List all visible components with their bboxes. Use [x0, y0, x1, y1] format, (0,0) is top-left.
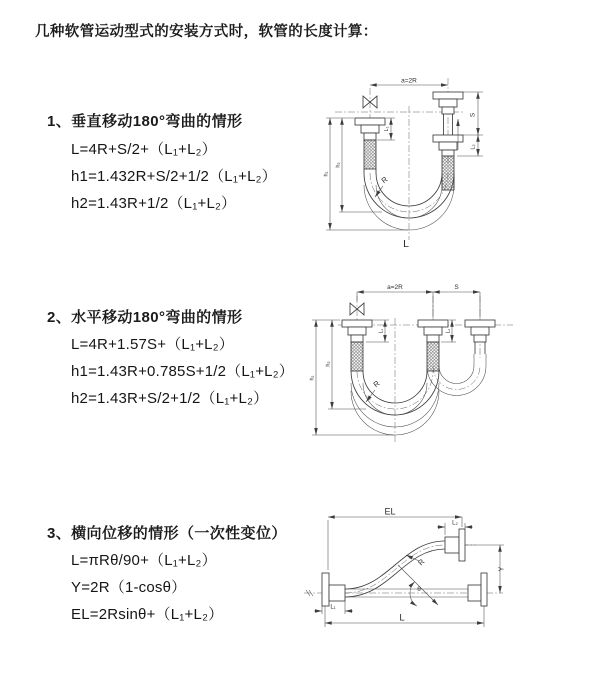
dim-label-l: L [399, 612, 405, 624]
angle-theta-label: θ [417, 586, 421, 593]
diagram-lateral-displacement [298, 498, 598, 653]
hose-original-position [345, 573, 487, 606]
section-3-formula-el: EL=2Rsinθ+（L₁+L₂） [71, 606, 224, 623]
dim-label-l1: L₁ [330, 604, 336, 611]
section-3-heading: 3、横向位移的情形（一次性变位） [47, 525, 287, 542]
dimensions [323, 85, 483, 230]
dimensions [314, 517, 504, 627]
dim-label-l2: L₂ [470, 144, 477, 150]
length-label: L [403, 238, 409, 250]
dim-label-h1: h₁ [309, 375, 316, 381]
dim-label-h1: h₁ [323, 171, 330, 177]
centerlines [338, 296, 513, 443]
section-1-formula-h2: h2=1.43R+1/2（L₁+L₂） [71, 195, 237, 212]
section-3-formula-l: L=πRθ/90+（L₁+L₂） [71, 552, 217, 569]
dim-label-l1: L₁ [378, 328, 385, 334]
section-2-formula-l: L=4R+1.57S+（L₁+L₂） [71, 336, 234, 353]
dim-label-el: EL [384, 506, 396, 517]
dim-label-a2r: a=2R [401, 77, 417, 85]
dim-label-l2: L₂ [445, 328, 452, 334]
dimensions [309, 292, 480, 435]
dim-label-y: Y [498, 566, 506, 572]
flange-fittings [322, 529, 465, 606]
dim-label-h2: h₂ [335, 162, 342, 168]
dim-label-s: S [469, 112, 477, 118]
dim-label-a2r: a=2R [387, 284, 403, 291]
section-2-formula-h2: h2=1.43R+S/2+1/2（L₁+L₂） [71, 390, 269, 407]
section-2-heading: 2、水平移动180°弯曲的情形 [47, 309, 243, 326]
diagram-vertical-180-bend [312, 72, 562, 262]
section-1-formula-h1: h1=1.432R+S/2+1/2（L₁+L₂） [71, 168, 277, 185]
section-1-formula-l: L=4R+S/2+（L₁+L₂） [71, 141, 217, 158]
section-2-formula-h1: h1=1.43R+0.785S+1/2（L₁+L₂） [71, 363, 294, 380]
page-title: 几种软管运动型式的安装方式时，软管的长度计算： [35, 24, 378, 40]
dim-label-s: S [454, 284, 459, 291]
hose-s-curve [345, 541, 445, 597]
radius-label: R [416, 557, 427, 568]
dim-label-l1: L₁ [384, 126, 390, 132]
section-3-formula-y: Y=2R（1-cosθ） [71, 579, 187, 596]
diagram-horizontal-180-bend [308, 278, 568, 463]
radius-label: R [371, 378, 382, 390]
flange-fittings [342, 320, 495, 371]
dim-label-l2: L₂ [452, 520, 458, 527]
dim-label-h2: h₂ [325, 361, 332, 367]
section-1-heading: 1、垂直移动180°弯曲的情形 [47, 113, 243, 130]
radius-label: R [379, 174, 390, 186]
